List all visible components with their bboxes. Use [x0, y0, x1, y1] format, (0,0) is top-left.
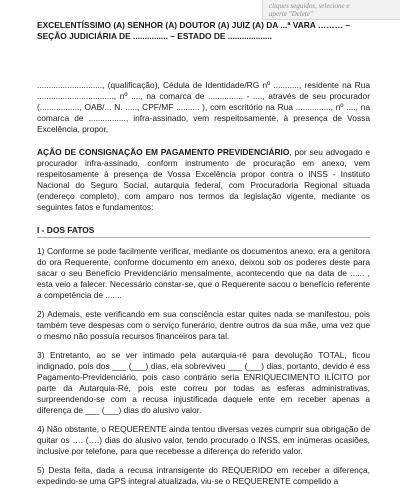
document-body	[37, 20, 370, 487]
instruction-note-line-1: cliques seguidos, selecione e	[269, 2, 350, 10]
fact-paragraph-1: 1) Conforme se pode facilmente verificar, mediante os documentos anexo, era a genitora do ora Requerente, conforme documento em anexo, deixou sob os poderes deste para sacar o seu Benefício Previdenciário mensalmente, acontecendo que na data de ...... , esta veio a falecer. Necessário constar-se, que o Requerente sacou o benefício referente a competência de .......	[37, 246, 370, 300]
fact-paragraph-2: 2) Ademais, este verificando em sua consciência estar quites nada se manifestou, pois também teve despesas com o serviço funerário, dentre outros da sua mãe, uma vez que o mesmo não possuía recursos financeiros para tal.	[37, 309, 370, 341]
fact-paragraph-4: 4) Não obstante, o REQUERENTE ainda tentou diversas vezes cumprir sua obrigação de quitar os …. (….) dias do alusivo valor, tendo procurado o INSS, em inúmeras ocasiões, inclusive por telefone, para que recebesse a diferença do referido valor.	[37, 424, 370, 456]
court-header-line-1: EXCELENTÍSSIMO (A) SENHOR (A) DOUTOR (A) JUIZ (A) DA ...ª VARA ……… –	[37, 20, 350, 30]
action-text: , por seu advogado e procurador infra-assinado, conform instrumento de procuração em anexo, vem respeitosamente à presença de Vossa Excelência propor contra o INSS - Instituto Nacional do Seguro Social, autarquia federal, com Procuradoria Regional situada (endereço completo), com amparo nos termos da legislação vigente, mediante os seguintes fatos e fundamentos:	[37, 147, 370, 212]
fact-paragraph-5: 5) Desta feita, dada a recusa intransigente do REQUERIDO em receber a diferença, expedindo-se uma GPS integral atualizada, viu-se o REQUERENTE compelido a	[37, 465, 370, 486]
court-header-line-2: SEÇÃO JUDICIÁRIA DE ............... – ESTADO DE ...................	[37, 31, 273, 41]
action-title: AÇÃO DE CONSIGNAÇÃO EM PAGAMENTO PREVIDENCIÁRIO	[37, 147, 290, 157]
instruction-note	[262, 0, 400, 20]
fact-paragraph-3: 3) Entretanto, ao se ver intimado pela autarquia-ré para devolução TOTAL, ficou indignado, pois dos ___ (___) dias, ela sobreviveu ___ (___) dias, portanto, devido é ess Pagamento-Previdenciário, pois caso contrário seria ENRIQUECIMENTO ILÍCITO por parte da Autarquia-Ré, pois este correu por todas as esferas administrativas, surpreendendo-se com a recusa injustificada daquele ente em receber apenas a diferença de ___ (___) dias do alusivo valor.	[37, 350, 370, 415]
intro-paragraph: ............................, (qualificação), Cédula de Identidade/RG nº ..........., residente na Rua ................................., nº ...., na comarca de ............... - ...., através de seu procurador (................., OAB/... N. ....., CPF/MF .......... ), com escritório na Rua ..............., nº ...., na comarca de ................, infra-assinado, vem respeitosamente, à presença de Vossa Excelência, propor,	[37, 80, 370, 134]
instruction-note-line-2: aperte "Delete"	[269, 10, 313, 18]
section-title: I - DOS FATOS	[37, 225, 370, 238]
action-paragraph	[37, 147, 370, 213]
